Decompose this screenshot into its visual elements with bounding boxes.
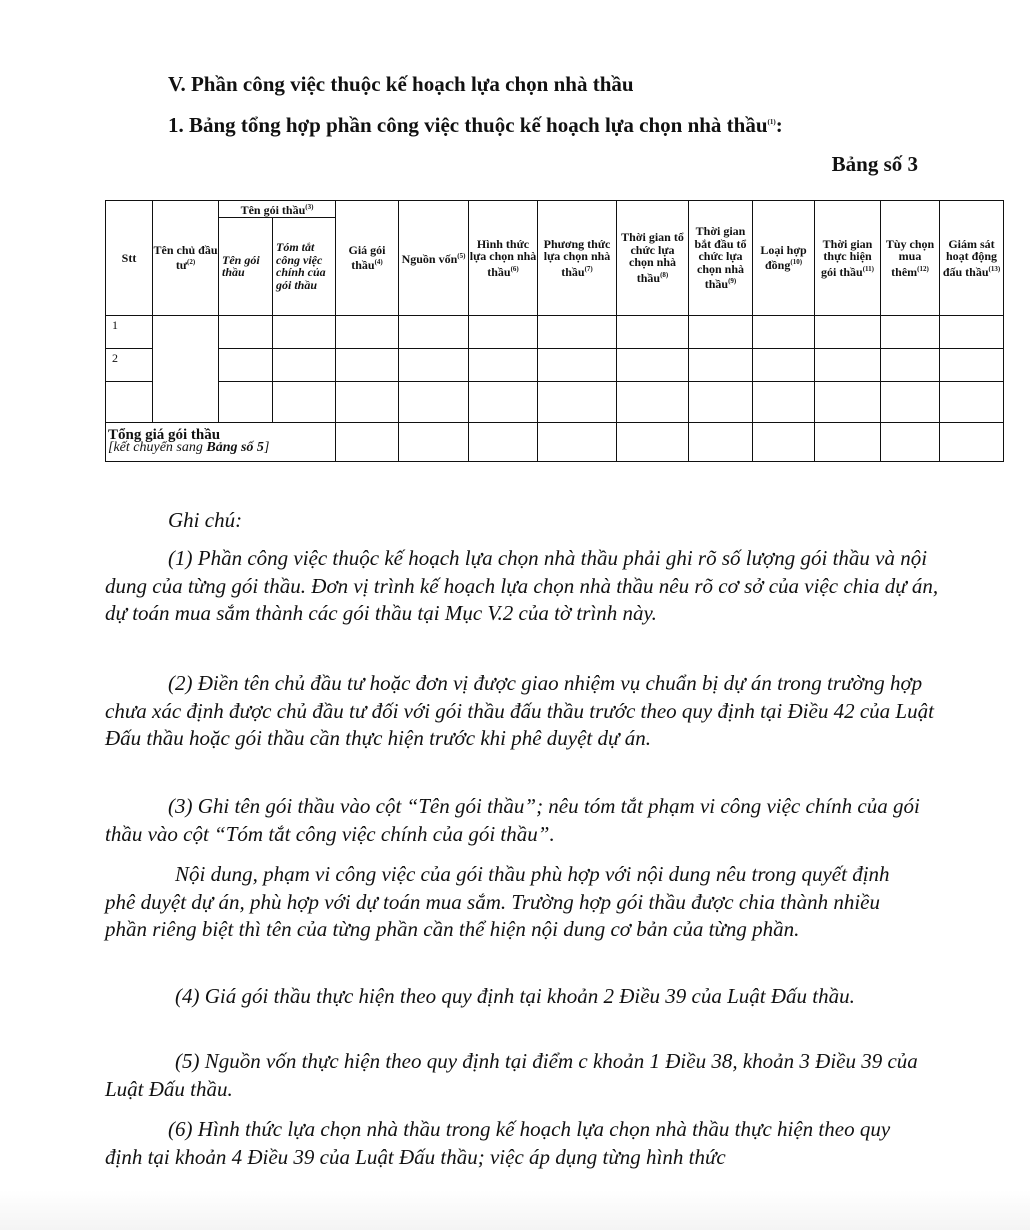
row-number: 1 bbox=[106, 315, 153, 348]
total-note: [kết chuyển sang Bảng số 5] bbox=[108, 440, 270, 455]
col-group-ten-goi-thau: Tên gói thầu$^{(3)}$ bbox=[219, 201, 336, 218]
chu-dau-tu-cell bbox=[153, 315, 219, 422]
col-tuy-chon: Tùy chọn mua thêm$^{(12)}$ bbox=[881, 201, 940, 316]
page-bottom-edge bbox=[0, 1190, 1030, 1230]
col-giam-sat: Giám sát hoạt động đấu thầu$^{(13)}$ bbox=[940, 201, 1004, 316]
total-title: Tổng giá gói thầu bbox=[108, 426, 221, 443]
note-5: (5) Nguồn vốn thực hiện theo quy định tại điểm c khoản 1 Điều 38, khoản 3 Điều 39 của Luật Đấu thầu. bbox=[105, 1049, 918, 1101]
total-label-cell bbox=[106, 422, 336, 461]
col-thoi-gian-bat-dau: Thời gian bắt đầu tổ chức lựa chọn nhà thầu$^{(9)}$ bbox=[689, 201, 753, 316]
col-stt: Stt bbox=[106, 201, 153, 316]
col-ten-goi: Tên gói thầu bbox=[219, 217, 273, 315]
note-3-continued: Nội dung, phạm vi công việc của gói thầu phù hợp với nội dung nêu trong quyết định phê duyệt dự án, phù hợp với dự toán mua sắm. Trường hợp gói thầu được chia thành nhiều phần riêng biệt thì tên của từng phần cần thể hiện nội dung cơ bản của từng phần. bbox=[105, 862, 890, 941]
table-number-label: Bảng số 3 bbox=[831, 152, 918, 176]
table-heading-footnote: (1) bbox=[767, 118, 776, 126]
note-6: (6) Hình thức lựa chọn nhà thầu trong kế hoạch lựa chọn nhà thầu thực hiện theo quy định tại khoản 4 Điều 39 của Luật Đấu thầu; việc áp dụng từng hình thức bbox=[105, 1117, 891, 1169]
table-row bbox=[106, 315, 1004, 348]
note-4: (4) Giá gói thầu thực hiện theo quy định tại khoản 2 Điều 39 của Luật Đấu thầu. bbox=[175, 984, 855, 1008]
row-number: 2 bbox=[106, 348, 153, 381]
table-row bbox=[106, 348, 1004, 381]
col-thoi-gian-to-chuc: Thời gian tổ chức lựa chọn nhà thầu$^{(8)}$ bbox=[617, 201, 689, 316]
section-heading: V. Phần công việc thuộc kế hoạch lựa chọn nhà thầu bbox=[168, 72, 634, 96]
note-2: (2) Điền tên chủ đầu tư hoặc đơn vị được giao nhiệm vụ chuẩn bị dự án trong trường hợp chưa xác định được chủ đầu tư đối với gói thầu đấu thầu trước theo quy định tại Điều 42 của Luật Đấu thầu hoặc gói thầu cần thực hiện trước khi phê duyệt dự án. bbox=[105, 671, 934, 750]
notes-title: Ghi chú: bbox=[168, 508, 243, 532]
table-heading-text: 1. Bảng tổng hợp phần công việc thuộc kế hoạch lựa chọn nhà thầu bbox=[168, 113, 768, 137]
col-phuong-thuc: Phương thức lựa chọn nhà thầu$^{(7)}$ bbox=[538, 201, 617, 316]
col-hinh-thuc: Hình thức lựa chọn nhà thầu$^{(6)}$ bbox=[469, 201, 538, 316]
note-3: (3) Ghi tên gói thầu vào cột “Tên gói thầu”; nêu tóm tắt phạm vi công việc chính của gói thầu vào cột “Tóm tắt công việc chính của gói thầu”. bbox=[105, 794, 920, 846]
col-thoi-gian-thuc-hien: Thời gian thực hiện gói thầu$^{(11)}$ bbox=[815, 201, 881, 316]
col-tom-tat: Tóm tắt công việc chính của gói thầu bbox=[273, 217, 336, 315]
col-loai-hop-dong: Loại hợp đồng$^{(10)}$ bbox=[753, 201, 815, 316]
table-heading-colon: : bbox=[775, 113, 783, 137]
col-nguon-von: Nguồn vốn$^{(5)}$ bbox=[399, 201, 469, 316]
procurement-table bbox=[105, 200, 1003, 461]
table-heading bbox=[168, 113, 783, 138]
table-row bbox=[106, 381, 1004, 422]
note-1: (1) Phần công việc thuộc kế hoạch lựa chọn nhà thầu phải ghi rõ số lượng gói thầu và nội dung của từng gói thầu. Đơn vị trình kế hoạch lựa chọn nhà thầu nêu rõ cơ sở của việc chia dự án, dự toán mua sắm thành các gói thầu tại Mục V.2 của tờ trình này. bbox=[105, 546, 939, 625]
total-row bbox=[106, 422, 1004, 461]
col-gia-goi-thau: Giá gói thầu$^{(4)}$ bbox=[336, 201, 399, 316]
col-chu-dau-tu: Tên chủ đầu $tư^{(2)}$ bbox=[153, 201, 219, 316]
row-number bbox=[106, 381, 153, 422]
